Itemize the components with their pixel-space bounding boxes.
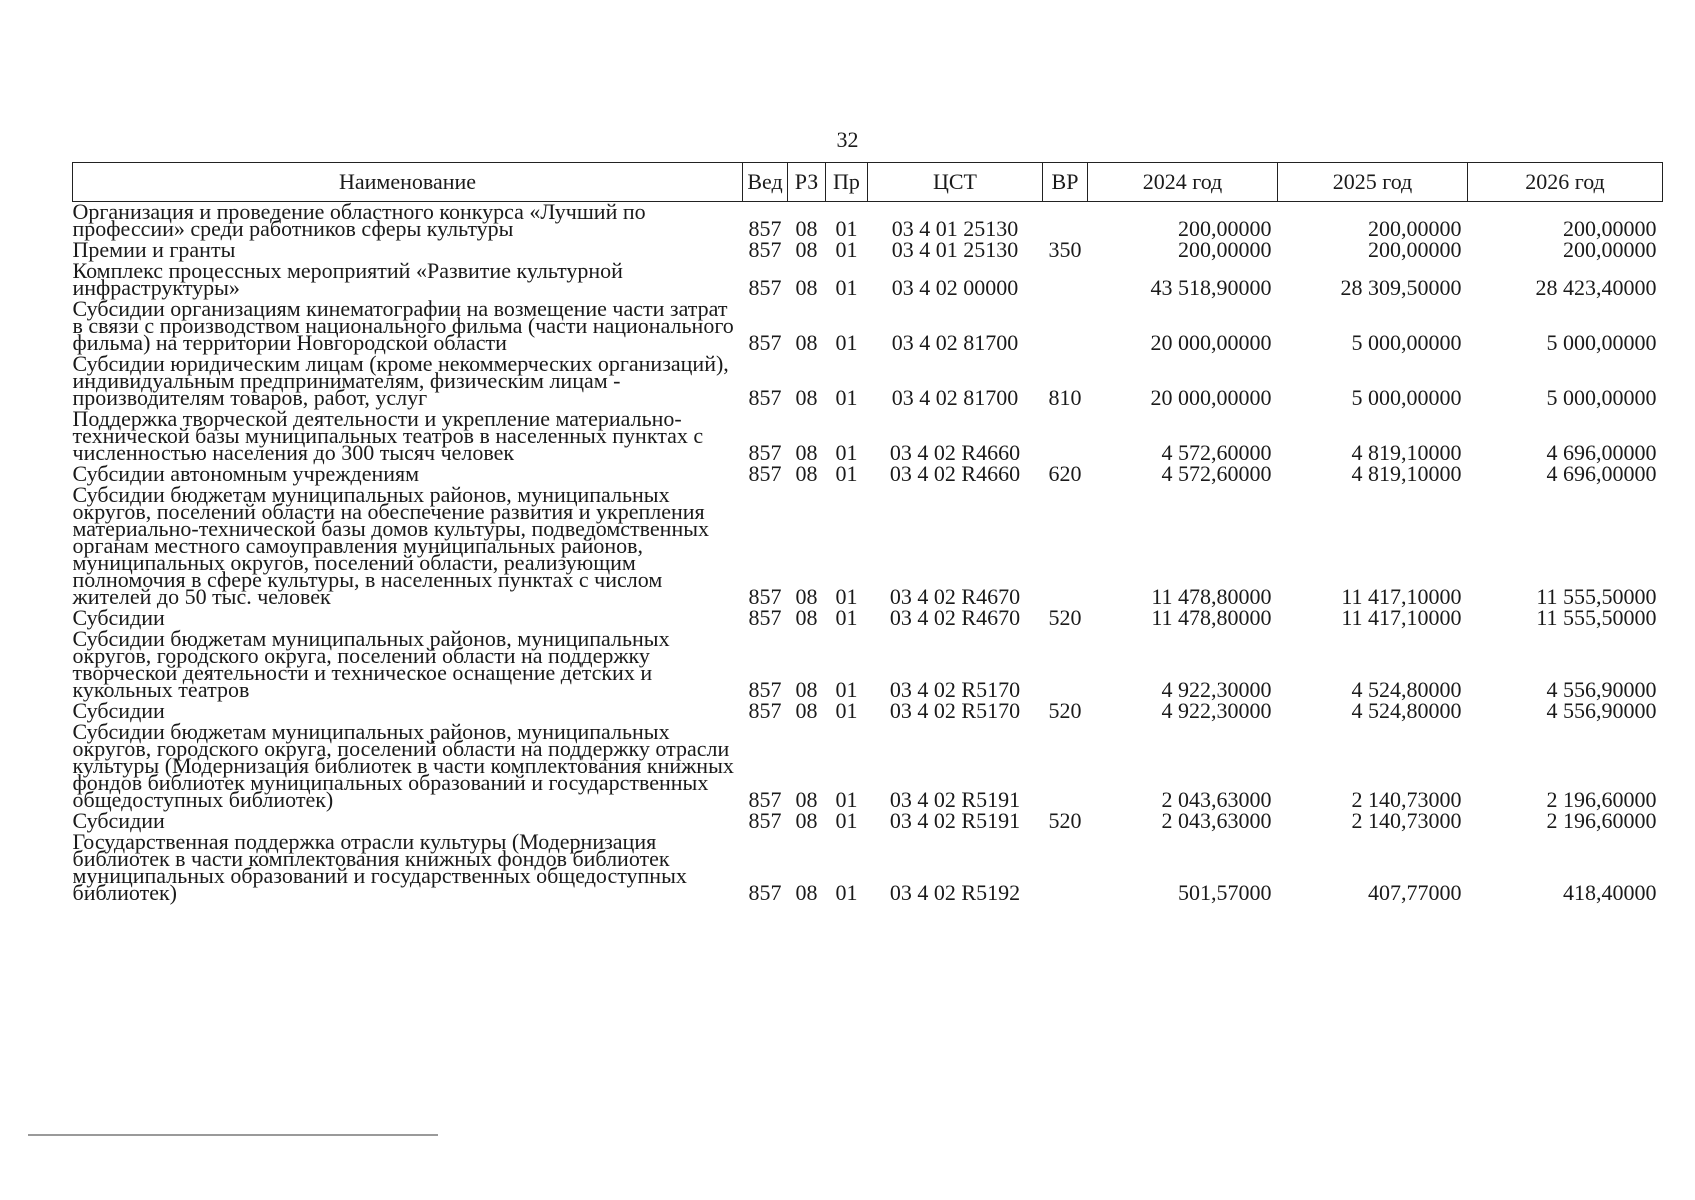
row-name: Премии и гранты bbox=[72, 237, 236, 262]
row-vr bbox=[1043, 409, 1088, 464]
row-2026: 5 000,00000 bbox=[1546, 330, 1657, 355]
row-2024: 43 518,90000 bbox=[1150, 275, 1272, 300]
table-row bbox=[73, 409, 1663, 464]
budget-table bbox=[72, 162, 1663, 904]
page-number: 32 bbox=[836, 127, 859, 152]
row-pr: 01 bbox=[835, 275, 858, 300]
row-cst: 03 4 02 81700 bbox=[891, 385, 1019, 410]
row-ved: 857 bbox=[748, 440, 782, 465]
row-vr bbox=[1043, 722, 1088, 811]
row-pr: 01 bbox=[835, 605, 858, 630]
row-ved: 857 bbox=[748, 237, 782, 262]
row-2025: 4 819,10000 bbox=[1351, 440, 1462, 465]
row-rz: 08 bbox=[795, 808, 818, 833]
row-cst: 03 4 02 R5191 bbox=[889, 787, 1021, 812]
row-2026: 2 196,60000 bbox=[1546, 808, 1657, 833]
budget-sheet bbox=[72, 162, 1662, 904]
row-ved: 857 bbox=[748, 677, 782, 702]
row-2025: 4 819,10000 bbox=[1351, 461, 1462, 486]
row-ved: 857 bbox=[748, 216, 782, 241]
row-pr: 01 bbox=[835, 216, 858, 241]
row-2025: 11 417,10000 bbox=[1341, 605, 1462, 630]
row-rz: 08 bbox=[795, 216, 818, 241]
header-2026: 2026 год bbox=[1468, 163, 1663, 202]
row-pr: 01 bbox=[835, 237, 858, 262]
row-2026: 418,40000 bbox=[1563, 880, 1657, 905]
row-cst: 03 4 01 25130 bbox=[891, 237, 1019, 262]
row-ved: 857 bbox=[748, 787, 782, 812]
row-rz: 08 bbox=[795, 440, 818, 465]
header-vr: ВР bbox=[1043, 163, 1088, 202]
row-name: Субсидии автономным учреждениям bbox=[72, 461, 420, 486]
row-2024: 11 478,80000 bbox=[1151, 605, 1272, 630]
row-2024: 2 043,63000 bbox=[1161, 808, 1272, 833]
row-2025: 5 000,00000 bbox=[1351, 385, 1462, 410]
header-rz: РЗ bbox=[788, 163, 826, 202]
table-row bbox=[73, 354, 1663, 409]
row-rz: 08 bbox=[795, 461, 818, 486]
row-2026: 11 555,50000 bbox=[1536, 605, 1657, 630]
row-ved: 857 bbox=[748, 808, 782, 833]
row-cst: 03 4 02 R5170 bbox=[889, 698, 1021, 723]
table-row bbox=[73, 722, 1663, 811]
row-2024: 501,57000 bbox=[1178, 880, 1272, 905]
row-2025: 407,77000 bbox=[1368, 880, 1462, 905]
table-row bbox=[73, 299, 1663, 354]
header-name: Наименование bbox=[73, 163, 743, 202]
row-cst: 03 4 02 R4670 bbox=[889, 605, 1021, 630]
row-rz: 08 bbox=[795, 787, 818, 812]
row-2026: 4 696,00000 bbox=[1546, 461, 1657, 486]
row-2026: 11 555,50000 bbox=[1536, 584, 1657, 609]
row-2026: 4 556,90000 bbox=[1546, 677, 1657, 702]
row-2026: 200,00000 bbox=[1563, 216, 1657, 241]
row-cst: 03 4 02 R4660 bbox=[889, 440, 1021, 465]
row-2025: 200,00000 bbox=[1368, 216, 1462, 241]
table-row bbox=[73, 832, 1663, 904]
row-2024: 4 922,30000 bbox=[1161, 677, 1272, 702]
row-cst: 03 4 02 R5170 bbox=[889, 677, 1021, 702]
row-ved: 857 bbox=[748, 461, 782, 486]
row-2025: 2 140,73000 bbox=[1351, 787, 1462, 812]
header-pr: Пр bbox=[826, 163, 868, 202]
table-row bbox=[73, 202, 1663, 241]
row-vr: 520 bbox=[1048, 808, 1082, 833]
row-cst: 03 4 02 81700 bbox=[891, 330, 1019, 355]
row-rz: 08 bbox=[795, 698, 818, 723]
row-vr bbox=[1043, 629, 1088, 701]
row-rz: 08 bbox=[795, 275, 818, 300]
row-name: Субсидии bbox=[72, 808, 165, 833]
row-2024: 11 478,80000 bbox=[1151, 584, 1272, 609]
row-pr: 01 bbox=[835, 440, 858, 465]
table-body bbox=[72, 199, 1663, 905]
row-2025: 200,00000 bbox=[1368, 237, 1462, 262]
row-cst: 03 4 01 25130 bbox=[891, 216, 1019, 241]
row-vr: 520 bbox=[1048, 698, 1082, 723]
row-name: Субсидии организациям кинематографии на возмещение части затрат в связи с производством национального фильма (части национального фильма) на территории Новгородской области bbox=[72, 296, 734, 355]
row-ved: 857 bbox=[748, 275, 782, 300]
row-vr bbox=[1043, 202, 1088, 241]
row-name: Субсидии юридическим лицам (кроме некоммерческих организаций), индивидуальным предпринимателям, физическим лицам - производителям товаров, работ, услуг bbox=[72, 351, 729, 410]
row-cst: 03 4 02 R4670 bbox=[889, 584, 1021, 609]
row-2024: 4 922,30000 bbox=[1161, 698, 1272, 723]
header-row bbox=[73, 163, 1663, 202]
table-header bbox=[73, 163, 1663, 202]
row-2026: 4 696,00000 bbox=[1546, 440, 1657, 465]
row-ved: 857 bbox=[748, 584, 782, 609]
row-name: Субсидии бюджетам муниципальных районов, муниципальных округов, городского округа, поселений области на поддержку творческой деятельности и техническое оснащение детских и кукольных театров bbox=[72, 626, 670, 702]
row-cst: 03 4 02 R5192 bbox=[889, 880, 1021, 905]
row-cst: 03 4 02 R5191 bbox=[889, 808, 1021, 833]
row-cst: 03 4 02 R4660 bbox=[889, 461, 1021, 486]
table-row bbox=[73, 261, 1663, 299]
row-rz: 08 bbox=[795, 237, 818, 262]
row-2024: 20 000,00000 bbox=[1150, 385, 1272, 410]
row-pr: 01 bbox=[835, 330, 858, 355]
row-name: Государственная поддержка отрасли культуры (Модернизация библиотек в части комплектования книжных фондов библиотек муниципальных образований и государственных общедоступных библиотек) bbox=[72, 829, 687, 905]
row-pr: 01 bbox=[835, 584, 858, 609]
row-vr bbox=[1043, 485, 1088, 608]
header-2025: 2025 год bbox=[1278, 163, 1468, 202]
row-2025: 4 524,80000 bbox=[1351, 677, 1462, 702]
row-vr: 810 bbox=[1048, 385, 1082, 410]
row-rz: 08 bbox=[795, 677, 818, 702]
row-name: Комплекс процессных мероприятий «Развитие культурной инфраструктуры» bbox=[72, 258, 623, 300]
row-2026: 4 556,90000 bbox=[1546, 698, 1657, 723]
row-2025: 4 524,80000 bbox=[1351, 698, 1462, 723]
row-name: Поддержка творческой деятельности и укрепление материально-технической базы муниципальных театров в населенных пунктах с численностью населения до 300 тысяч человек bbox=[72, 406, 704, 465]
row-pr: 01 bbox=[835, 808, 858, 833]
row-name: Субсидии bbox=[72, 698, 165, 723]
row-cst: 03 4 02 00000 bbox=[891, 275, 1019, 300]
row-name: Организация и проведение областного конкурса «Лучший по профессии» среди работников сферы культуры bbox=[72, 199, 646, 241]
header-ved: Вед bbox=[743, 163, 788, 202]
row-vr: 620 bbox=[1048, 461, 1082, 486]
row-2024: 200,00000 bbox=[1178, 216, 1272, 241]
row-name: Субсидии bbox=[72, 605, 165, 630]
row-vr: 350 bbox=[1048, 237, 1082, 262]
row-2025: 11 417,10000 bbox=[1341, 584, 1462, 609]
row-2024: 2 043,63000 bbox=[1161, 787, 1272, 812]
row-2024: 4 572,60000 bbox=[1161, 440, 1272, 465]
row-ved: 857 bbox=[748, 698, 782, 723]
row-vr bbox=[1043, 261, 1088, 299]
row-2025: 5 000,00000 bbox=[1351, 330, 1462, 355]
row-vr: 520 bbox=[1048, 605, 1082, 630]
footer-divider bbox=[28, 1134, 438, 1136]
row-2024: 4 572,60000 bbox=[1161, 461, 1272, 486]
table-row bbox=[73, 485, 1663, 608]
row-2026: 2 196,60000 bbox=[1546, 787, 1657, 812]
row-pr: 01 bbox=[835, 787, 858, 812]
row-2024: 200,00000 bbox=[1178, 237, 1272, 262]
row-pr: 01 bbox=[835, 385, 858, 410]
row-2026: 200,00000 bbox=[1563, 237, 1657, 262]
row-pr: 01 bbox=[835, 461, 858, 486]
row-vr bbox=[1043, 299, 1088, 354]
row-ved: 857 bbox=[748, 605, 782, 630]
row-2024: 20 000,00000 bbox=[1150, 330, 1272, 355]
row-pr: 01 bbox=[835, 880, 858, 905]
row-ved: 857 bbox=[748, 880, 782, 905]
header-2024: 2024 год bbox=[1088, 163, 1278, 202]
row-rz: 08 bbox=[795, 584, 818, 609]
table-row bbox=[73, 629, 1663, 701]
row-2026: 28 423,40000 bbox=[1535, 275, 1657, 300]
header-cst: ЦСТ bbox=[868, 163, 1043, 202]
row-rz: 08 bbox=[795, 330, 818, 355]
row-rz: 08 bbox=[795, 880, 818, 905]
row-2025: 2 140,73000 bbox=[1351, 808, 1462, 833]
row-pr: 01 bbox=[835, 677, 858, 702]
row-2025: 28 309,50000 bbox=[1340, 275, 1462, 300]
row-name: Субсидии бюджетам муниципальных районов, муниципальных округов, городского округа, поселений области на поддержку отрасли культуры (Модернизация библиотек в части комплектования книжных фондов библиотек муниципальных образований и государственных общедоступных библиотек) bbox=[72, 719, 734, 812]
row-ved: 857 bbox=[748, 330, 782, 355]
row-rz: 08 bbox=[795, 605, 818, 630]
row-pr: 01 bbox=[835, 698, 858, 723]
row-ved: 857 bbox=[748, 385, 782, 410]
row-name: Субсидии бюджетам муниципальных районов, муниципальных округов, поселений области на обеспечение развития и укрепления материально-технической базы домов культуры, подведомственных органам местного самоуправления муниципальных районов, муниципальных округов, поселений области, реализующим полномочия в сфере культуры, в населенных пунктах с числом жителей до 50 тыс. человек bbox=[72, 482, 710, 609]
row-rz: 08 bbox=[795, 385, 818, 410]
row-vr bbox=[1043, 832, 1088, 904]
row-2026: 5 000,00000 bbox=[1546, 385, 1657, 410]
